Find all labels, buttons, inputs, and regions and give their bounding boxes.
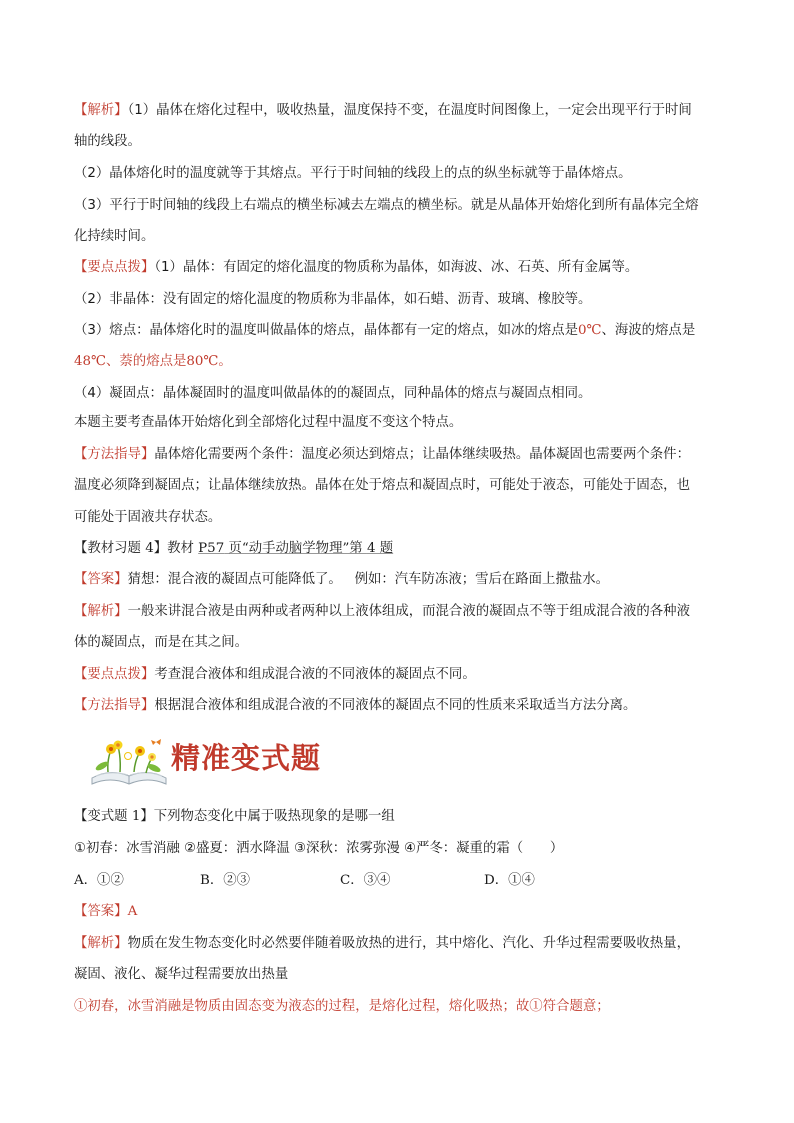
answer-tag: 【答案】 [74, 572, 128, 587]
answer-text: 猜想：混合液的凝固点可能降低了。 例如：汽车防冻液；雪后在路面上撒盐水。 [127, 572, 610, 587]
question-suffix: 题 [375, 541, 394, 556]
method-tag-2: 【方法指导】 [74, 698, 155, 713]
keypoint-line-4 [74, 353, 734, 370]
keypoint-line-1 [74, 259, 734, 276]
keypoint-text: （1）晶体：有固定的熔化温度的物质称为晶体，如海波、冰、石英、所有金属等。 [154, 260, 639, 275]
variant-answer-line [74, 903, 734, 920]
analysis-tag-2: 【解析】 [74, 604, 128, 619]
melting-point-text: （3）熔点：晶体熔化时的温度叫做晶体的熔点，晶体都有一定的熔点，如冰的熔点是 [74, 323, 578, 338]
answer-line [74, 571, 734, 588]
melting-point-text-2: 、海波的熔点是 [601, 323, 696, 338]
option-b[interactable]: B．②③ [200, 873, 251, 888]
analysis-line-1 [74, 102, 734, 119]
keypoint-tag-2: 【要点点拨】 [74, 667, 155, 682]
keypoint-line-5: （4）凝固点：晶体凝固时的温度叫做晶体的的凝固点，同种晶体的熔点与凝固点相同。 [74, 386, 592, 401]
section-banner [88, 734, 328, 790]
analysis2-line-1 [74, 603, 734, 620]
section-ref: 页“动手动脑学物理”第 [224, 541, 367, 556]
keypoint-line-2: （2）非晶体：没有固定的熔化温度的物质称为非晶体，如石蜡、沥青、玻璃、橡胶等。 [74, 292, 592, 307]
option-d[interactable]: D．①④ [484, 873, 535, 888]
option-c[interactable]: C．③④ [340, 873, 391, 888]
method-text-2: 根据混合液体和组成混合液的不同液体的凝固点不同的性质来采取适当方法分离。 [154, 698, 637, 713]
method-line-2: 温度必须降到凝固点；让晶体继续放热。晶体在处于熔点和凝固点时，可能处于液态，可能处于固态，也 [74, 478, 690, 493]
variant-question-text: 下列物态变化中属于吸热现象的是哪一组 [153, 809, 395, 824]
analysis-point-3-line-2: 化持续时间。 [74, 229, 155, 244]
answer-tag-2: 【答案】 [74, 904, 128, 919]
keypoint2-line [74, 666, 734, 683]
variant-analysis-line-1 [74, 935, 734, 952]
analysis-point-2: （2）晶体熔化时的温度就等于其熔点。平行于时间轴的线段上的点的纵坐标就等于晶体熔点。 [74, 166, 632, 181]
analysis-tag: 【解析】 [74, 103, 128, 118]
analysis-line-2: 轴的线段。 [74, 134, 141, 149]
options-row [74, 872, 734, 889]
method-text: 晶体熔化需要两个条件：温度必须达到熔点；让晶体继续吸热。晶体凝固也需要两个条件： [154, 447, 690, 462]
keypoint-text-2: 考查混合液体和组成混合液的不同液体的凝固点不同。 [154, 667, 476, 682]
analysis-tag-3: 【解析】 [74, 936, 128, 951]
variant-analysis-point-1: ①初春，冰雪消融是物质由固态变为液态的过程，是熔化过程，熔化吸热；故①符合题意； [74, 999, 610, 1014]
question-number: 4 [366, 541, 376, 556]
summary-line: 本题主要考查晶体开始熔化到全部熔化过程中温度不变这个特点。 [74, 415, 463, 430]
ice-melting-point: 0℃ [577, 323, 602, 338]
analysis-text-3: 物质在发生物态变化时必然要伴随着吸放热的进行，其中熔化、汽化、升华过程需要吸收热量， [127, 936, 690, 951]
analysis2-line-2: 体的凝固点，而是在其之间。 [74, 635, 249, 650]
keypoint-tag: 【要点点拨】 [74, 260, 155, 275]
variant-question-heading [74, 808, 734, 825]
option-a[interactable]: A．①② [74, 873, 124, 888]
method2-line [74, 697, 734, 714]
answer-value: A [127, 904, 138, 919]
variant-analysis-line-2: 凝固、液化、凝华过程需要放出热量 [74, 967, 289, 982]
analysis-text-2: 一般来讲混合液是由两种或者两种以上液体组成，而混合液的凝固点不等于组成混合液的各种液 [127, 604, 690, 619]
naphthalene-label: 、萘的熔点是 [106, 354, 187, 369]
variant-question-label: 【变式题 1】 [74, 809, 154, 824]
naphthalene-melting-point: 80℃ [186, 354, 219, 369]
hypo-melting-point: 48℃ [74, 354, 107, 369]
method-tag: 【方法指导】 [74, 447, 155, 462]
method-line-1 [74, 446, 734, 463]
analysis-point-3-line-1: （3）平行于时间轴的线段上右端点的横坐标减去左端点的横坐标。就是从晶体开始熔化到所有晶体完全熔 [74, 198, 699, 213]
textbook-exercise-heading [74, 540, 734, 557]
keypoint-line-3 [74, 322, 734, 339]
method-line-3: 可能处于固液共存状态。 [74, 510, 222, 525]
section-title: 精准变式题 [171, 741, 322, 775]
textbook-exercise-ref [198, 541, 393, 556]
page-ref: P57 [198, 541, 225, 556]
period: 。 [218, 354, 232, 369]
textbook-exercise-label: 【教材习题 4】教材 [74, 541, 199, 556]
book-flowers-icon [88, 734, 170, 790]
variant-question-items: ①初春：冰雪消融 ②盛夏：洒水降温 ③深秋：浓雾弥漫 ④严冬：凝重的霜（ ） [74, 841, 564, 856]
analysis-text: （1）晶体在熔化过程中，吸收热量，温度保持不变，在温度时间图像上，一定会出现平行于时间 [127, 103, 692, 118]
